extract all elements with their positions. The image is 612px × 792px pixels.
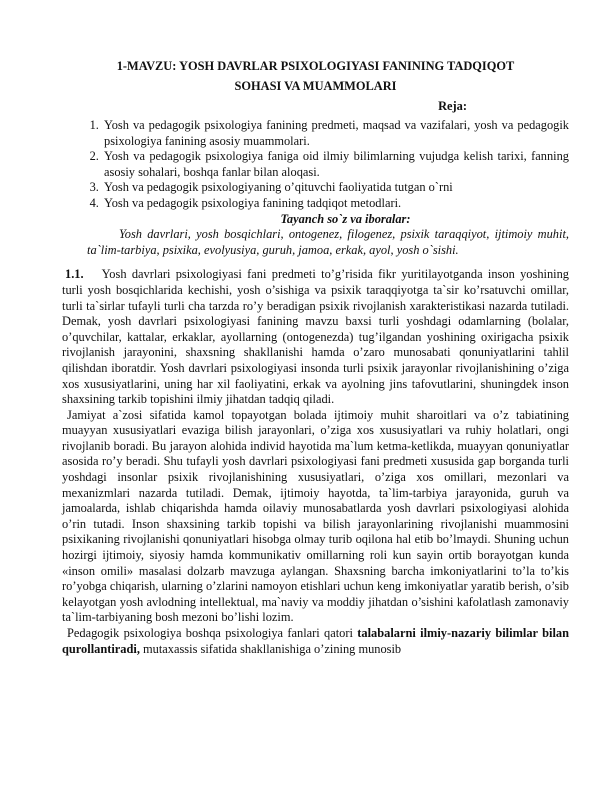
plan-item-1: 1. Yosh va pedagogik psixologiya fanining predmeti, maqsad va vazifalari, yosh va pedagogik psixologiya fanining asosiy muammolari. [102,118,569,149]
plan-item-3: 3. Yosh va pedagogik psixologiyaning o’qituvchi faoliyatida tutgan o`rni [102,180,569,196]
paragraph-1 [62,267,569,407]
paragraph-1-text: Yosh davrlari psixologiyasi fani predmeti to’g’risida fikr yuritilayotganda inson yoshining turli yosh bosqichlarida kechishi, yosh o’sishiga va psixik taraqqiyotga ta`sir ko’rsatuvchi omillar, turli ta`sirlar tufayli turli cha tarzda ro’y beradigan psixik rivojlanish xarakteristikasi nazarda tutiladi. Demak, yosh davrlari psixologiyasi fanining mavzu baxsi turli yoshdagi odamlarning (bolalar, o’quvchilar, kattalar, erkaklar, ayollarning (ontogenezda) tug’ilgandan yoshining oxirigacha psixik rivojlanish jarayonini, shaxsning shakllanishi hamda o’zaro munosabati qonuniyatlarini tahlil qilishdan iboratdir. Yosh davrlari psixologiyasi insonda turli psixik jarayonlar rivojlanishining o’ziga xos xususiyatlarini, uning har xil faoliyatini, erkak va ayolning jins tafovutlarini, shuningdek inson shaxsining tarkib topishini ilmiy jihatdan tadqiq qiladi. [62,267,569,407]
plan-list [62,118,569,212]
plan-item-2: 2. Yosh va pedagogik psixologiya faniga oid ilmiy bilimlarning vujudga kelish tarixi, fanning asosiy sohalari, boshqa fanlar bilan aloqasi. [102,149,569,180]
plan-item-4: 4. Yosh va pedagogik psixologiya fanining tadqiqot metodlari. [102,196,569,212]
section-number: 1.1. [65,267,84,282]
keywords-text: Yosh davrlari, yosh bosqichlari, ontogenez, filogenez, psixik taraqqiyot, ijtimoiy muhit, ta`lim-tarbiya, psixika, evolyusiya, guruh, jamoa, erkak, ayol, yosh o`sishi. [87,227,569,257]
title-line-1: 1-MAVZU: YOSH DAVRLAR PSIXOLOGIYASI FANINING TADQIQOT [116,59,515,73]
paragraph-3-start: Pedagogik psixologiya boshqa psixologiya fanlari qatori [67,626,358,640]
paragraph-3 [62,626,569,657]
paragraph-3-end: mutaxassis sifatida shakllanishiga o’zining munosib [139,641,402,656]
paragraph-2: Jamiyat a`zosi sifatida kamol topayotgan bolada ijtimoiy muhit sharoitlari va o’z tabiatining muayyan xususiyatlari evaziga bilish jarayonlari, o’ziga xos xususiyatlari va ruhiy holatlari, ongi rivojlanib boradi. Bu jarayon alohida individ hayotida ma`lum ketma-ketlikda, muayyan qonuniyatlar asosida ro’y beradi. Shu tufayli yosh davrlari psixologiyasi fani predmeti xususida gap borganda turli yoshdagi insonlar psixik rivojlanishining xususiyatlari, o’ziga xos omillari, mezonlari va mexanizmlari nazarda tutiladi. Demak, ijtimoiy hayotda, ta`lim-tarbiya jarayonida, guruh va jamoalarda, ishlab chiqarishda hamda oilaviy munosabatlarda yosh davrlari psixologiyasi alohida o’rin tutadi. Inson shaxsining tarkib topishi va bilish jarayonlarining rivojlanishi muammosini psixikaning rivojlanishi qonuniyatlari hisobga olmay turib oqilona hal etib bo’lmaydi. Shuning uchun hozirgi ijtimoiy, siyosiy hamda kommunikativ omillarning roli kun sayin ortib borayotgan kunda «inson omili» masalasi dolzarb mavzuga aylangan. Shaxsning barcha imkoniyatlarini to’la to’kis ro’yobga chiqarish, ularning o’zlarini namoyon etishlari uchun keng imkoniyatlar yaratib berish, o’sib kelayotgan yosh avlodning intellektual, ma`naviy va moddiy jihatdan o’sishini kafolatlash zamonaviy ta`lim-tarbiyaning bosh mezoni bo’lishi lozim. [62,407,569,625]
document-title [62,56,569,96]
keywords-heading: Tayanch so`z va iboralar: [280,211,411,226]
title-line-2: SOHASI VA MUAMMOLARI [234,79,397,93]
plan-heading: Reja: [438,99,467,113]
paragraph-3-bold: talabalarni ilmiy-nazariy bilimlar bilan qurollantiradi, [62,626,569,656]
